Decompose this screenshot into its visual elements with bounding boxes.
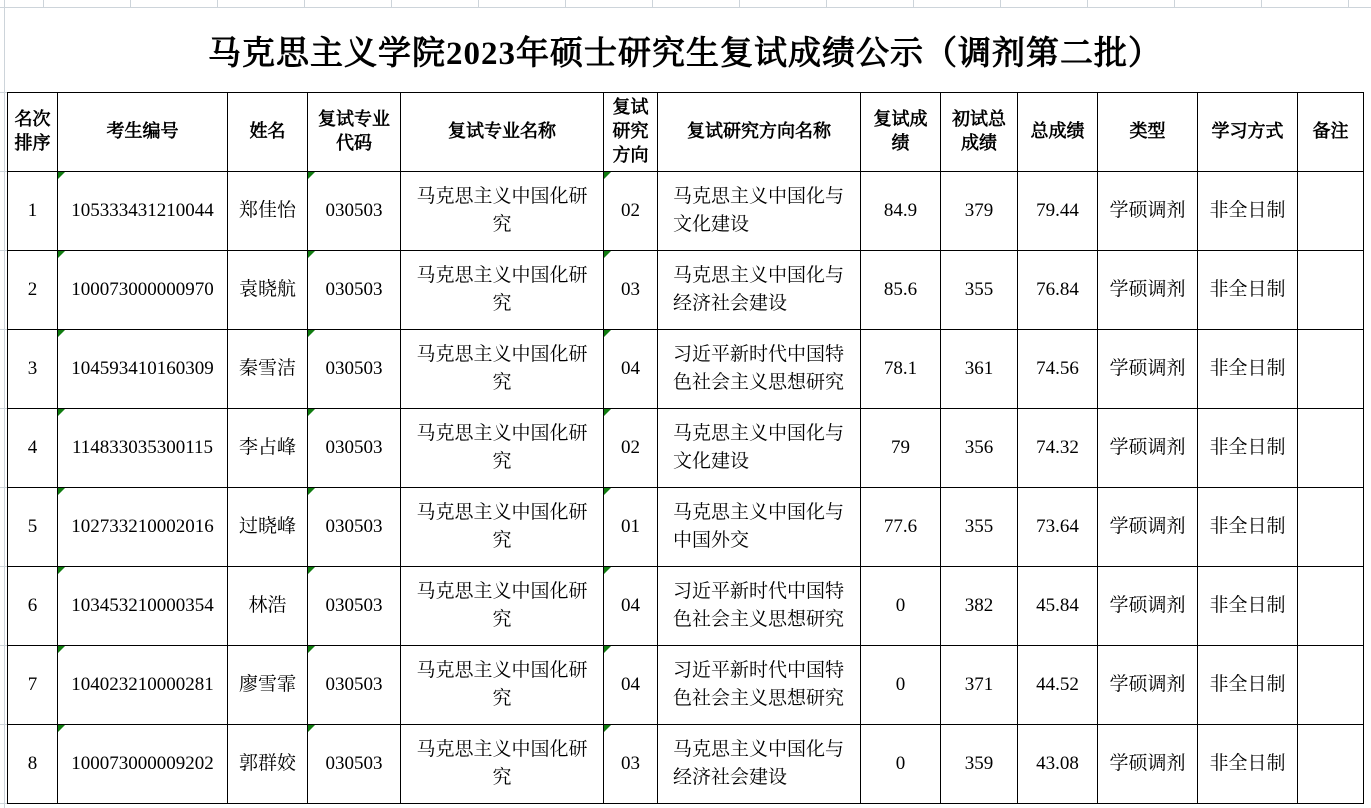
- cell-direction-code-text: 03: [621, 278, 640, 300]
- cell-major-code: [308, 725, 401, 804]
- cell-study-mode: [1198, 330, 1298, 409]
- cell-student-name-text: 秦雪洁: [238, 357, 296, 379]
- cell-type-text: 学硕调剂: [1109, 357, 1186, 379]
- cell-retest-score-text: 79: [891, 436, 910, 458]
- cell-direction-name-text: 习近平新时代中国特色社会主义思想研究: [673, 343, 845, 393]
- cell-total-score: [1018, 567, 1098, 646]
- cell-type-text: 学硕调剂: [1109, 515, 1186, 537]
- cell-student-name: [228, 488, 308, 567]
- page-title: 马克思主义学院2023年硕士研究生复试成绩公示（调剂第二批）: [208, 36, 1162, 72]
- cell-total-score: [1018, 409, 1098, 488]
- col-header-type: 类型: [1098, 93, 1198, 172]
- cell-rank-text: 2: [27, 278, 38, 300]
- cell-total-score-text: 79.44: [1036, 199, 1079, 221]
- cell-major-code-text: 030503: [325, 673, 383, 695]
- cell-study-mode: [1198, 725, 1298, 804]
- cell-direction-code-text: 01: [621, 515, 640, 537]
- cell-total-score-text: 43.08: [1036, 752, 1079, 774]
- cell-direction-name: [658, 409, 861, 488]
- cell-retest-score-text: 78.1: [883, 357, 918, 379]
- cell-direction-name-text: 马克思主义中国化与中国外交: [673, 501, 845, 551]
- cell-study-mode-text: 非全日制: [1209, 594, 1286, 616]
- cell-major-name: [401, 172, 604, 251]
- cell-remark: [1298, 488, 1364, 567]
- cell-type: [1098, 725, 1198, 804]
- cell-study-mode: [1198, 567, 1298, 646]
- cell-candidate-id-text: 104023210000281: [71, 673, 214, 695]
- cell-type-text: 学硕调剂: [1109, 594, 1186, 616]
- cell-rank-text: 7: [27, 673, 38, 695]
- cell-candidate-id: [58, 646, 228, 725]
- table-row: [8, 251, 1364, 330]
- cell-major-name-text: 马克思主义中国化研究: [416, 738, 588, 788]
- cell-major-code: [308, 488, 401, 567]
- cell-initial-total-score: [941, 251, 1018, 330]
- cell-initial-total-score-text: 355: [964, 515, 994, 537]
- cell-direction-name: [658, 646, 861, 725]
- cell-total-score: [1018, 251, 1098, 330]
- cell-direction-name-text: 马克思主义中国化与文化建设: [673, 185, 845, 235]
- col-header-initial-total-score: 初试总成绩: [941, 93, 1018, 172]
- table-row: [8, 488, 1364, 567]
- table-row: [8, 725, 1364, 804]
- cell-total-score-text: 76.84: [1036, 278, 1079, 300]
- cell-candidate-id: [58, 330, 228, 409]
- cell-candidate-id-text: 105333431210044: [71, 199, 214, 221]
- cell-retest-score: [861, 409, 941, 488]
- table-row: [8, 409, 1364, 488]
- cell-direction-code-text: 04: [621, 594, 640, 616]
- cell-study-mode-text: 非全日制: [1209, 357, 1286, 379]
- cell-student-name-text: 李占峰: [238, 436, 296, 458]
- cell-total-score: [1018, 172, 1098, 251]
- table-row: [8, 330, 1364, 409]
- cell-type: [1098, 488, 1198, 567]
- cell-major-code: [308, 172, 401, 251]
- cell-retest-score: [861, 646, 941, 725]
- cell-major-code: [308, 646, 401, 725]
- cell-remark: [1298, 409, 1364, 488]
- cell-major-name-text: 马克思主义中国化研究: [416, 501, 588, 551]
- cell-direction-code: [604, 409, 658, 488]
- cell-major-code-text: 030503: [325, 436, 383, 458]
- cell-candidate-id: [58, 251, 228, 330]
- cell-major-code-text: 030503: [325, 199, 383, 221]
- cell-major-name: [401, 330, 604, 409]
- cell-total-score-text: 74.32: [1036, 436, 1079, 458]
- header-row: [8, 93, 1364, 172]
- cell-student-name: [228, 567, 308, 646]
- cell-initial-total-score: [941, 172, 1018, 251]
- cell-retest-score: [861, 567, 941, 646]
- cell-rank: [8, 725, 58, 804]
- table-row: [8, 646, 1364, 725]
- cell-student-name: [228, 251, 308, 330]
- cell-retest-score-text: 0: [895, 673, 906, 695]
- cell-initial-total-score: [941, 330, 1018, 409]
- cell-study-mode: [1198, 488, 1298, 567]
- cell-rank-text: 3: [27, 357, 38, 379]
- cell-direction-code: [604, 330, 658, 409]
- cell-major-code-text: 030503: [325, 357, 383, 379]
- cell-type: [1098, 567, 1198, 646]
- cell-type-text: 学硕调剂: [1109, 752, 1186, 774]
- cell-initial-total-score: [941, 409, 1018, 488]
- cell-study-mode: [1198, 409, 1298, 488]
- col-header-direction-code: 复试研究方向: [604, 93, 658, 172]
- cell-initial-total-score: [941, 646, 1018, 725]
- scores-table: [7, 92, 1364, 804]
- cell-student-name-text: 郑佳怡: [238, 199, 296, 221]
- cell-retest-score: [861, 725, 941, 804]
- cell-major-code-text: 030503: [325, 278, 383, 300]
- cell-direction-code-text: 04: [621, 357, 640, 379]
- cell-major-code: [308, 251, 401, 330]
- cell-student-name: [228, 646, 308, 725]
- cell-study-mode: [1198, 172, 1298, 251]
- cell-student-name-text: 过晓峰: [238, 515, 296, 537]
- cell-study-mode: [1198, 251, 1298, 330]
- cell-direction-name-text: 马克思主义中国化与经济社会建设: [673, 264, 845, 314]
- col-header-candidate-id: 考生编号: [58, 93, 228, 172]
- cell-direction-code-text: 03: [621, 752, 640, 774]
- cell-rank-text: 6: [27, 594, 38, 616]
- cell-major-name-text: 马克思主义中国化研究: [416, 659, 588, 709]
- cell-candidate-id-text: 100073000009202: [71, 752, 214, 774]
- cell-total-score: [1018, 488, 1098, 567]
- cell-study-mode-text: 非全日制: [1209, 436, 1286, 458]
- cell-retest-score-text: 0: [895, 752, 906, 774]
- cell-direction-name-text: 马克思主义中国化与经济社会建设: [673, 738, 845, 788]
- cell-major-name-text: 马克思主义中国化研究: [416, 264, 588, 314]
- cell-candidate-id-text: 102733210002016: [71, 515, 214, 537]
- cell-initial-total-score-text: 371: [964, 673, 994, 695]
- cell-major-code: [308, 330, 401, 409]
- col-header-retest-score: 复试成绩: [861, 93, 941, 172]
- cell-direction-name: [658, 488, 861, 567]
- cell-remark: [1298, 646, 1364, 725]
- cell-remark: [1298, 567, 1364, 646]
- cell-total-score: [1018, 725, 1098, 804]
- cell-rank: [8, 330, 58, 409]
- cell-total-score-text: 73.64: [1036, 515, 1079, 537]
- cell-type-text: 学硕调剂: [1109, 436, 1186, 458]
- cell-total-score: [1018, 330, 1098, 409]
- cell-direction-code-text: 02: [621, 199, 640, 221]
- col-header-study-mode: 学习方式: [1198, 93, 1298, 172]
- cell-rank-text: 8: [27, 752, 38, 774]
- cell-retest-score-text: 0: [895, 594, 906, 616]
- cell-student-name: [228, 172, 308, 251]
- cell-student-name-text: 郭群姣: [238, 752, 296, 774]
- cell-candidate-id: [58, 172, 228, 251]
- cell-rank: [8, 567, 58, 646]
- cell-retest-score: [861, 172, 941, 251]
- cell-initial-total-score: [941, 725, 1018, 804]
- cell-type: [1098, 172, 1198, 251]
- cell-type: [1098, 409, 1198, 488]
- cell-rank: [8, 251, 58, 330]
- cell-direction-code: [604, 488, 658, 567]
- cell-study-mode-text: 非全日制: [1209, 515, 1286, 537]
- cell-initial-total-score-text: 356: [964, 436, 994, 458]
- col-header-remark: 备注: [1298, 93, 1364, 172]
- cell-study-mode-text: 非全日制: [1209, 673, 1286, 695]
- cell-type-text: 学硕调剂: [1109, 199, 1186, 221]
- cell-major-code-text: 030503: [325, 752, 383, 774]
- cell-type: [1098, 330, 1198, 409]
- cell-initial-total-score-text: 382: [964, 594, 994, 616]
- cell-direction-name-text: 马克思主义中国化与文化建设: [673, 422, 845, 472]
- cell-rank: [8, 409, 58, 488]
- cell-retest-score-text: 85.6: [883, 278, 918, 300]
- cell-retest-score: [861, 251, 941, 330]
- cell-candidate-id-text: 103453210000354: [71, 594, 214, 616]
- cell-candidate-id: [58, 409, 228, 488]
- cell-student-name-text: 袁晓航: [238, 278, 296, 300]
- cell-major-name-text: 马克思主义中国化研究: [416, 422, 588, 472]
- cell-initial-total-score-text: 355: [964, 278, 994, 300]
- cell-candidate-id: [58, 567, 228, 646]
- cell-remark: [1298, 172, 1364, 251]
- cell-remark: [1298, 330, 1364, 409]
- sheet-top-gridlines: [0, 0, 1371, 8]
- cell-rank: [8, 172, 58, 251]
- cell-retest-score: [861, 488, 941, 567]
- cell-student-name-text: 廖雪霏: [238, 673, 296, 695]
- cell-retest-score-text: 77.6: [883, 515, 918, 537]
- cell-total-score: [1018, 646, 1098, 725]
- cell-initial-total-score-text: 359: [964, 752, 994, 774]
- col-header-major-name: 复试专业名称: [401, 93, 604, 172]
- cell-retest-score: [861, 330, 941, 409]
- cell-direction-code-text: 04: [621, 673, 640, 695]
- cell-rank-text: 1: [27, 199, 38, 221]
- cell-total-score-text: 74.56: [1036, 357, 1079, 379]
- cell-major-name: [401, 646, 604, 725]
- cell-direction-name: [658, 567, 861, 646]
- cell-direction-name-text: 习近平新时代中国特色社会主义思想研究: [673, 659, 845, 709]
- cell-direction-name: [658, 172, 861, 251]
- col-header-student-name: 姓名: [228, 93, 308, 172]
- cell-student-name: [228, 330, 308, 409]
- cell-study-mode-text: 非全日制: [1209, 199, 1286, 221]
- cell-initial-total-score: [941, 488, 1018, 567]
- cell-major-name: [401, 251, 604, 330]
- cell-direction-name: [658, 330, 861, 409]
- cell-type: [1098, 251, 1198, 330]
- cell-candidate-id: [58, 725, 228, 804]
- cell-rank: [8, 488, 58, 567]
- cell-major-name: [401, 488, 604, 567]
- cell-direction-code: [604, 172, 658, 251]
- cell-type-text: 学硕调剂: [1109, 278, 1186, 300]
- cell-major-name-text: 马克思主义中国化研究: [416, 185, 588, 235]
- cell-major-name: [401, 567, 604, 646]
- cell-candidate-id: [58, 488, 228, 567]
- cell-candidate-id-text: 114833035300115: [71, 436, 214, 458]
- cell-major-name: [401, 725, 604, 804]
- cell-direction-name-text: 习近平新时代中国特色社会主义思想研究: [673, 580, 845, 630]
- cell-candidate-id-text: 104593410160309: [71, 357, 214, 379]
- cell-total-score-text: 44.52: [1036, 673, 1079, 695]
- cell-direction-code: [604, 646, 658, 725]
- sheet-left-row-gridlines: [0, 92, 7, 805]
- cell-direction-code: [604, 251, 658, 330]
- cell-major-code-text: 030503: [325, 515, 383, 537]
- cell-direction-name: [658, 251, 861, 330]
- cell-rank: [8, 646, 58, 725]
- cell-remark: [1298, 251, 1364, 330]
- col-header-total-score: 总成绩: [1018, 93, 1098, 172]
- col-header-direction-name: 复试研究方向名称: [658, 93, 861, 172]
- cell-rank-text: 5: [27, 515, 38, 537]
- cell-study-mode-text: 非全日制: [1209, 752, 1286, 774]
- table-row: [8, 172, 1364, 251]
- cell-type-text: 学硕调剂: [1109, 673, 1186, 695]
- notice-sheet: [7, 9, 1363, 804]
- cell-retest-score-text: 84.9: [883, 199, 918, 221]
- cell-major-name: [401, 409, 604, 488]
- cell-total-score-text: 45.84: [1036, 594, 1079, 616]
- cell-major-name-text: 马克思主义中国化研究: [416, 343, 588, 393]
- cell-type: [1098, 646, 1198, 725]
- cell-initial-total-score-text: 379: [964, 199, 994, 221]
- col-header-rank: 名次排序: [8, 93, 58, 172]
- table-row: [8, 567, 1364, 646]
- cell-initial-total-score: [941, 567, 1018, 646]
- cell-candidate-id-text: 100073000000970: [71, 278, 214, 300]
- cell-direction-code: [604, 725, 658, 804]
- cell-initial-total-score-text: 361: [964, 357, 994, 379]
- cell-major-name-text: 马克思主义中国化研究: [416, 580, 588, 630]
- cell-major-code-text: 030503: [325, 594, 383, 616]
- cell-direction-name: [658, 725, 861, 804]
- cell-major-code: [308, 409, 401, 488]
- cell-major-code: [308, 567, 401, 646]
- cell-student-name: [228, 725, 308, 804]
- col-header-major-code: 复试专业代码: [308, 93, 401, 172]
- cell-direction-code: [604, 567, 658, 646]
- cell-student-name-text: 林浩: [248, 594, 287, 616]
- cell-study-mode-text: 非全日制: [1209, 278, 1286, 300]
- table-body: [8, 172, 1364, 804]
- cell-remark: [1298, 725, 1364, 804]
- cell-student-name: [228, 409, 308, 488]
- cell-rank-text: 4: [27, 436, 38, 458]
- cell-direction-code-text: 02: [621, 436, 640, 458]
- cell-study-mode: [1198, 646, 1298, 725]
